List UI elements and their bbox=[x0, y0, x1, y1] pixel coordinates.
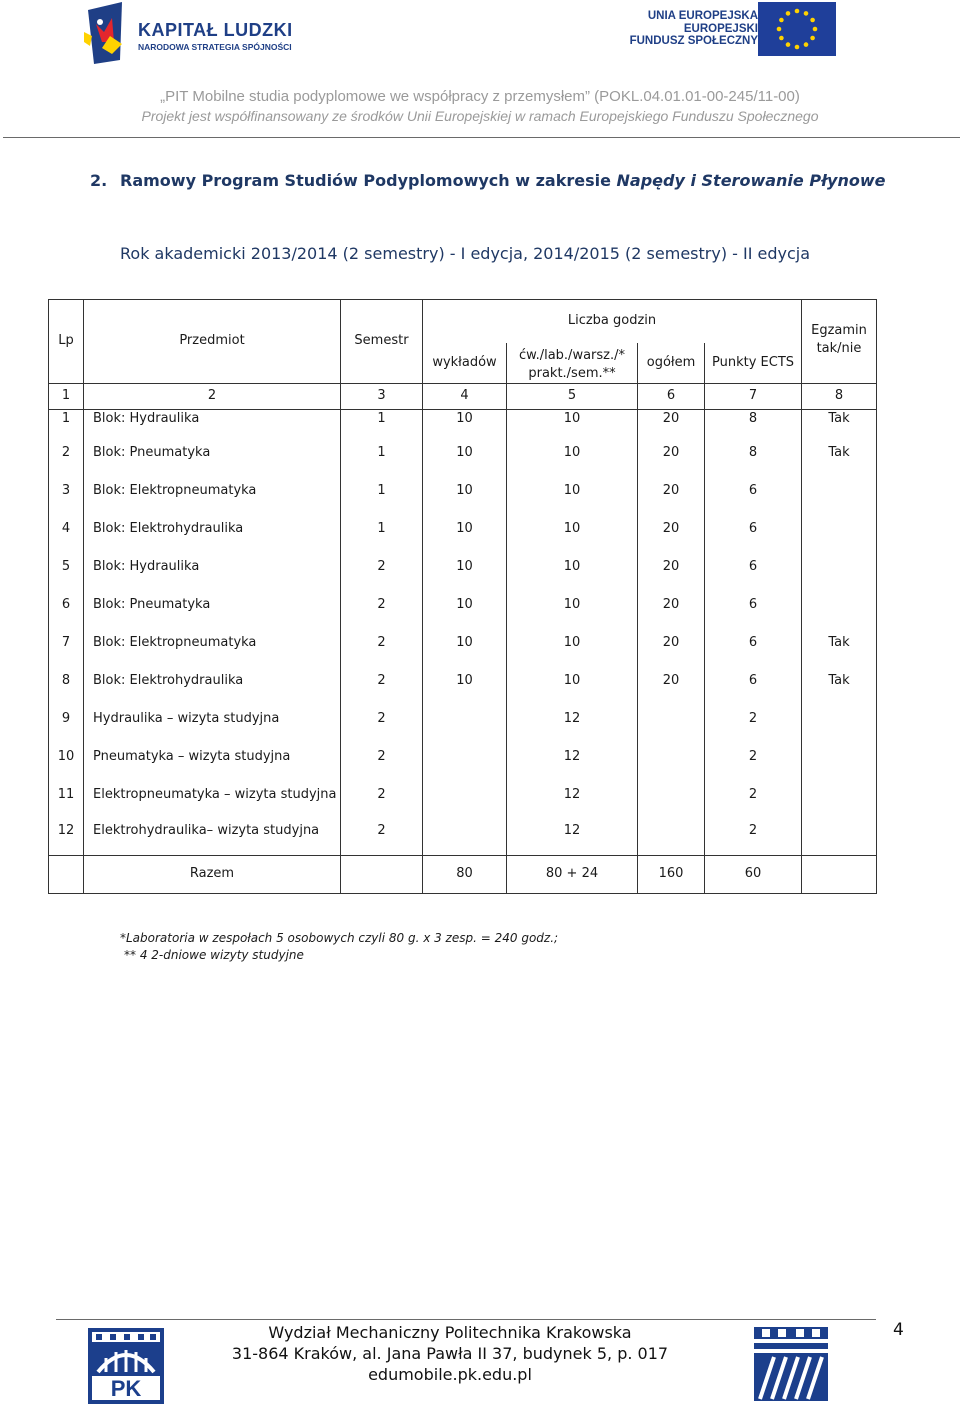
row-semestr: 2 bbox=[341, 548, 423, 586]
row-lp: 4 bbox=[49, 510, 84, 548]
row-lp: 10 bbox=[49, 738, 84, 776]
pk-crest-icon bbox=[88, 1328, 164, 1404]
colnum-8: 8 bbox=[802, 383, 877, 409]
row-egzamin bbox=[802, 586, 877, 624]
row-przedmiot: Blok: Hydraulika bbox=[84, 548, 341, 586]
kapital-ludzki-subtitle: NARODOWA STRATEGIA SPÓJNOŚCI bbox=[138, 42, 292, 52]
kapital-ludzki-emblem bbox=[82, 2, 138, 64]
row-egzamin bbox=[802, 510, 877, 548]
row-semestr: 2 bbox=[341, 814, 423, 855]
row-wykladow bbox=[423, 738, 507, 776]
footer-line-2: 31-864 Kraków, al. Jana Pawła II 37, budynek 5, p. 017 bbox=[231, 1344, 669, 1363]
eu-fund-logo bbox=[630, 2, 840, 58]
row-egzamin: Tak bbox=[802, 409, 877, 434]
row-cwiczenia: 10 bbox=[507, 472, 638, 510]
row-egzamin: Tak bbox=[802, 434, 877, 472]
row-semestr: 1 bbox=[341, 434, 423, 472]
row-ogolem bbox=[638, 738, 705, 776]
row-wykladow: 10 bbox=[423, 434, 507, 472]
project-title: „PIT Mobilne studia podyplomowe we współpracy z przemysłem” (POKL.04.01.01-00-245/11-00) bbox=[160, 88, 800, 105]
table-row bbox=[49, 586, 877, 624]
footer-line-1: Wydział Mechaniczny Politechnika Krakowska bbox=[268, 1323, 632, 1342]
pk-logo-right bbox=[752, 1325, 830, 1403]
column-number-row bbox=[49, 383, 877, 409]
row-ogolem: 20 bbox=[638, 662, 705, 700]
row-cwiczenia: 10 bbox=[507, 586, 638, 624]
program-table bbox=[48, 299, 877, 894]
row-semestr: 1 bbox=[341, 472, 423, 510]
row-wykladow: 10 bbox=[423, 548, 507, 586]
row-semestr: 2 bbox=[341, 624, 423, 662]
row-przedmiot: Elektropneumatyka – wizyta studyjna bbox=[84, 776, 341, 814]
table-row bbox=[49, 738, 877, 776]
footer-address bbox=[220, 1322, 680, 1385]
row-cwiczenia: 10 bbox=[507, 662, 638, 700]
row-przedmiot: Pneumatyka – wizyta studyjna bbox=[84, 738, 341, 776]
row-semestr: 2 bbox=[341, 776, 423, 814]
header-row-1 bbox=[49, 300, 877, 343]
total-egzamin bbox=[802, 855, 877, 893]
row-przedmiot: Blok: Pneumatyka bbox=[84, 434, 341, 472]
header-wykladow: wykładów bbox=[423, 343, 507, 384]
row-wykladow bbox=[423, 700, 507, 738]
row-egzamin: Tak bbox=[802, 662, 877, 700]
row-wykladow: 10 bbox=[423, 662, 507, 700]
row-ogolem bbox=[638, 814, 705, 855]
row-lp: 1 bbox=[49, 409, 84, 434]
total-wykladow: 80 bbox=[423, 855, 507, 893]
row-ects: 8 bbox=[705, 434, 802, 472]
row-przedmiot: Elektrohydraulika– wizyta studyjna bbox=[84, 814, 341, 855]
row-ects: 6 bbox=[705, 548, 802, 586]
colnum-2: 2 bbox=[84, 383, 341, 409]
row-egzamin bbox=[802, 814, 877, 855]
academic-year: Rok akademicki 2013/2014 (2 semestry) - I edycja, 2014/2015 (2 semestry) - II edycja bbox=[120, 244, 811, 263]
table-row bbox=[49, 700, 877, 738]
row-semestr: 2 bbox=[341, 738, 423, 776]
eu-flag-icon bbox=[758, 2, 836, 56]
pk-logo-text: PK bbox=[110, 1376, 142, 1401]
row-ects: 8 bbox=[705, 409, 802, 434]
header-cw-line2: prakt./sem.** bbox=[528, 365, 616, 381]
row-ogolem: 20 bbox=[638, 409, 705, 434]
row-ects: 6 bbox=[705, 472, 802, 510]
total-ogolem: 160 bbox=[638, 855, 705, 893]
row-cwiczenia: 10 bbox=[507, 434, 638, 472]
row-semestr: 2 bbox=[341, 662, 423, 700]
eu-line-2: EUROPEJSKI bbox=[683, 22, 758, 35]
total-cwiczenia: 80 + 24 bbox=[507, 855, 638, 893]
footnote-2: ** 4 2-dniowe wizyty studyjne bbox=[124, 948, 304, 962]
row-wykladow bbox=[423, 814, 507, 855]
row-lp: 7 bbox=[49, 624, 84, 662]
row-egzamin bbox=[802, 776, 877, 814]
colnum-3: 3 bbox=[341, 383, 423, 409]
row-wykladow: 10 bbox=[423, 586, 507, 624]
table-row bbox=[49, 624, 877, 662]
row-ogolem: 20 bbox=[638, 434, 705, 472]
table-row bbox=[49, 662, 877, 700]
row-wykladow: 10 bbox=[423, 510, 507, 548]
row-ects: 6 bbox=[705, 624, 802, 662]
row-przedmiot: Hydraulika – wizyta studyjna bbox=[84, 700, 341, 738]
eu-line-3: FUNDUSZ SPOŁECZNY bbox=[629, 35, 758, 47]
header-divider bbox=[3, 137, 960, 138]
total-semestr bbox=[341, 855, 423, 893]
colnum-1: 1 bbox=[49, 383, 84, 409]
row-ogolem: 20 bbox=[638, 548, 705, 586]
row-ogolem: 20 bbox=[638, 510, 705, 548]
row-przedmiot: Blok: Elektrohydraulika bbox=[84, 510, 341, 548]
header-cwiczenia bbox=[507, 343, 638, 384]
row-wykladow: 10 bbox=[423, 624, 507, 662]
header-ogolem: ogółem bbox=[638, 343, 705, 384]
row-lp: 5 bbox=[49, 548, 84, 586]
header-egzamin-line2: tak/nie bbox=[816, 341, 862, 356]
row-egzamin bbox=[802, 700, 877, 738]
row-ects: 6 bbox=[705, 586, 802, 624]
row-cwiczenia: 10 bbox=[507, 510, 638, 548]
row-lp: 11 bbox=[49, 776, 84, 814]
row-egzamin: Tak bbox=[802, 624, 877, 662]
row-ogolem: 20 bbox=[638, 624, 705, 662]
header-semestr: Semestr bbox=[341, 300, 423, 384]
row-cwiczenia: 12 bbox=[507, 776, 638, 814]
colnum-5: 5 bbox=[507, 383, 638, 409]
row-przedmiot: Blok: Hydraulika bbox=[84, 409, 341, 434]
table-row bbox=[49, 434, 877, 472]
row-semestr: 1 bbox=[341, 409, 423, 434]
table-row bbox=[49, 814, 877, 855]
header-przedmiot: Przedmiot bbox=[84, 300, 341, 384]
eu-line-1: UNIA EUROPEJSKA bbox=[647, 10, 758, 22]
row-ogolem: 20 bbox=[638, 586, 705, 624]
total-ects: 60 bbox=[705, 855, 802, 893]
footer-line-3: edumobile.pk.edu.pl bbox=[368, 1365, 532, 1384]
section-title bbox=[90, 171, 885, 190]
header-liczba-godzin: Liczba godzin bbox=[423, 300, 802, 343]
eu-fund-text bbox=[630, 10, 758, 48]
row-ects: 2 bbox=[705, 700, 802, 738]
colnum-6: 6 bbox=[638, 383, 705, 409]
row-ects: 2 bbox=[705, 738, 802, 776]
header-egzamin-line1: Egzamin bbox=[811, 323, 867, 338]
table-row bbox=[49, 548, 877, 586]
colnum-4: 4 bbox=[423, 383, 507, 409]
total-label: Razem bbox=[84, 855, 341, 893]
header-lp: Lp bbox=[49, 300, 84, 384]
row-ects: 2 bbox=[705, 814, 802, 855]
row-lp: 3 bbox=[49, 472, 84, 510]
row-cwiczenia: 10 bbox=[507, 409, 638, 434]
total-row bbox=[49, 855, 877, 893]
row-cwiczenia: 12 bbox=[507, 738, 638, 776]
table-row bbox=[49, 776, 877, 814]
row-ogolem bbox=[638, 776, 705, 814]
table-row bbox=[49, 510, 877, 548]
row-cwiczenia: 12 bbox=[507, 700, 638, 738]
row-egzamin bbox=[802, 738, 877, 776]
row-przedmiot: Blok: Elektropneumatyka bbox=[84, 624, 341, 662]
row-przedmiot: Blok: Elektropneumatyka bbox=[84, 472, 341, 510]
row-lp: 2 bbox=[49, 434, 84, 472]
section-title-prefix: Ramowy Program Studiów Podyplomowych w zakresie bbox=[120, 171, 617, 190]
row-wykladow bbox=[423, 776, 507, 814]
pk-tower-icon bbox=[752, 1325, 830, 1403]
row-ects: 6 bbox=[705, 510, 802, 548]
colnum-7: 7 bbox=[705, 383, 802, 409]
table-row bbox=[49, 409, 877, 434]
row-przedmiot: Blok: Elektrohydraulika bbox=[84, 662, 341, 700]
header-punkty-ects: Punkty ECTS bbox=[705, 343, 802, 384]
section-title-italic: Napędy i Sterowanie Płynowe bbox=[616, 171, 886, 190]
row-egzamin bbox=[802, 548, 877, 586]
row-semestr: 2 bbox=[341, 586, 423, 624]
row-lp: 12 bbox=[49, 814, 84, 855]
header-cw-line1: ćw./lab./warsz./* bbox=[519, 347, 625, 363]
row-wykladow: 10 bbox=[423, 409, 507, 434]
footnote-1: *Laboratoria w zespołach 5 osobowych czyli 80 g. x 3 zesp. = 240 godz.; bbox=[120, 931, 559, 945]
row-ogolem bbox=[638, 700, 705, 738]
row-ogolem: 20 bbox=[638, 472, 705, 510]
row-lp: 6 bbox=[49, 586, 84, 624]
row-semestr: 2 bbox=[341, 700, 423, 738]
header-egzamin bbox=[802, 300, 877, 384]
row-wykladow: 10 bbox=[423, 472, 507, 510]
table-row bbox=[49, 472, 877, 510]
row-cwiczenia: 10 bbox=[507, 548, 638, 586]
page-number: 4 bbox=[893, 1320, 904, 1340]
row-egzamin bbox=[802, 472, 877, 510]
project-subtitle: Projekt jest współfinansowany ze środków Unii Europejskiej w ramach Europejskiego Funduszu Społecznego bbox=[141, 108, 819, 124]
pk-logo-left bbox=[88, 1328, 164, 1404]
row-ects: 6 bbox=[705, 662, 802, 700]
row-lp: 9 bbox=[49, 700, 84, 738]
row-cwiczenia: 10 bbox=[507, 624, 638, 662]
row-cwiczenia: 12 bbox=[507, 814, 638, 855]
row-lp: 8 bbox=[49, 662, 84, 700]
row-przedmiot: Blok: Pneumatyka bbox=[84, 586, 341, 624]
table-body bbox=[49, 409, 877, 855]
section-number: 2. bbox=[90, 171, 108, 190]
total-lp bbox=[49, 855, 84, 893]
footnotes bbox=[120, 930, 558, 964]
row-semestr: 1 bbox=[341, 510, 423, 548]
kapital-ludzki-logo bbox=[82, 2, 293, 64]
footer-divider bbox=[56, 1319, 876, 1320]
row-ects: 2 bbox=[705, 776, 802, 814]
kapital-ludzki-name: KAPITAŁ LUDZKI bbox=[138, 20, 293, 40]
